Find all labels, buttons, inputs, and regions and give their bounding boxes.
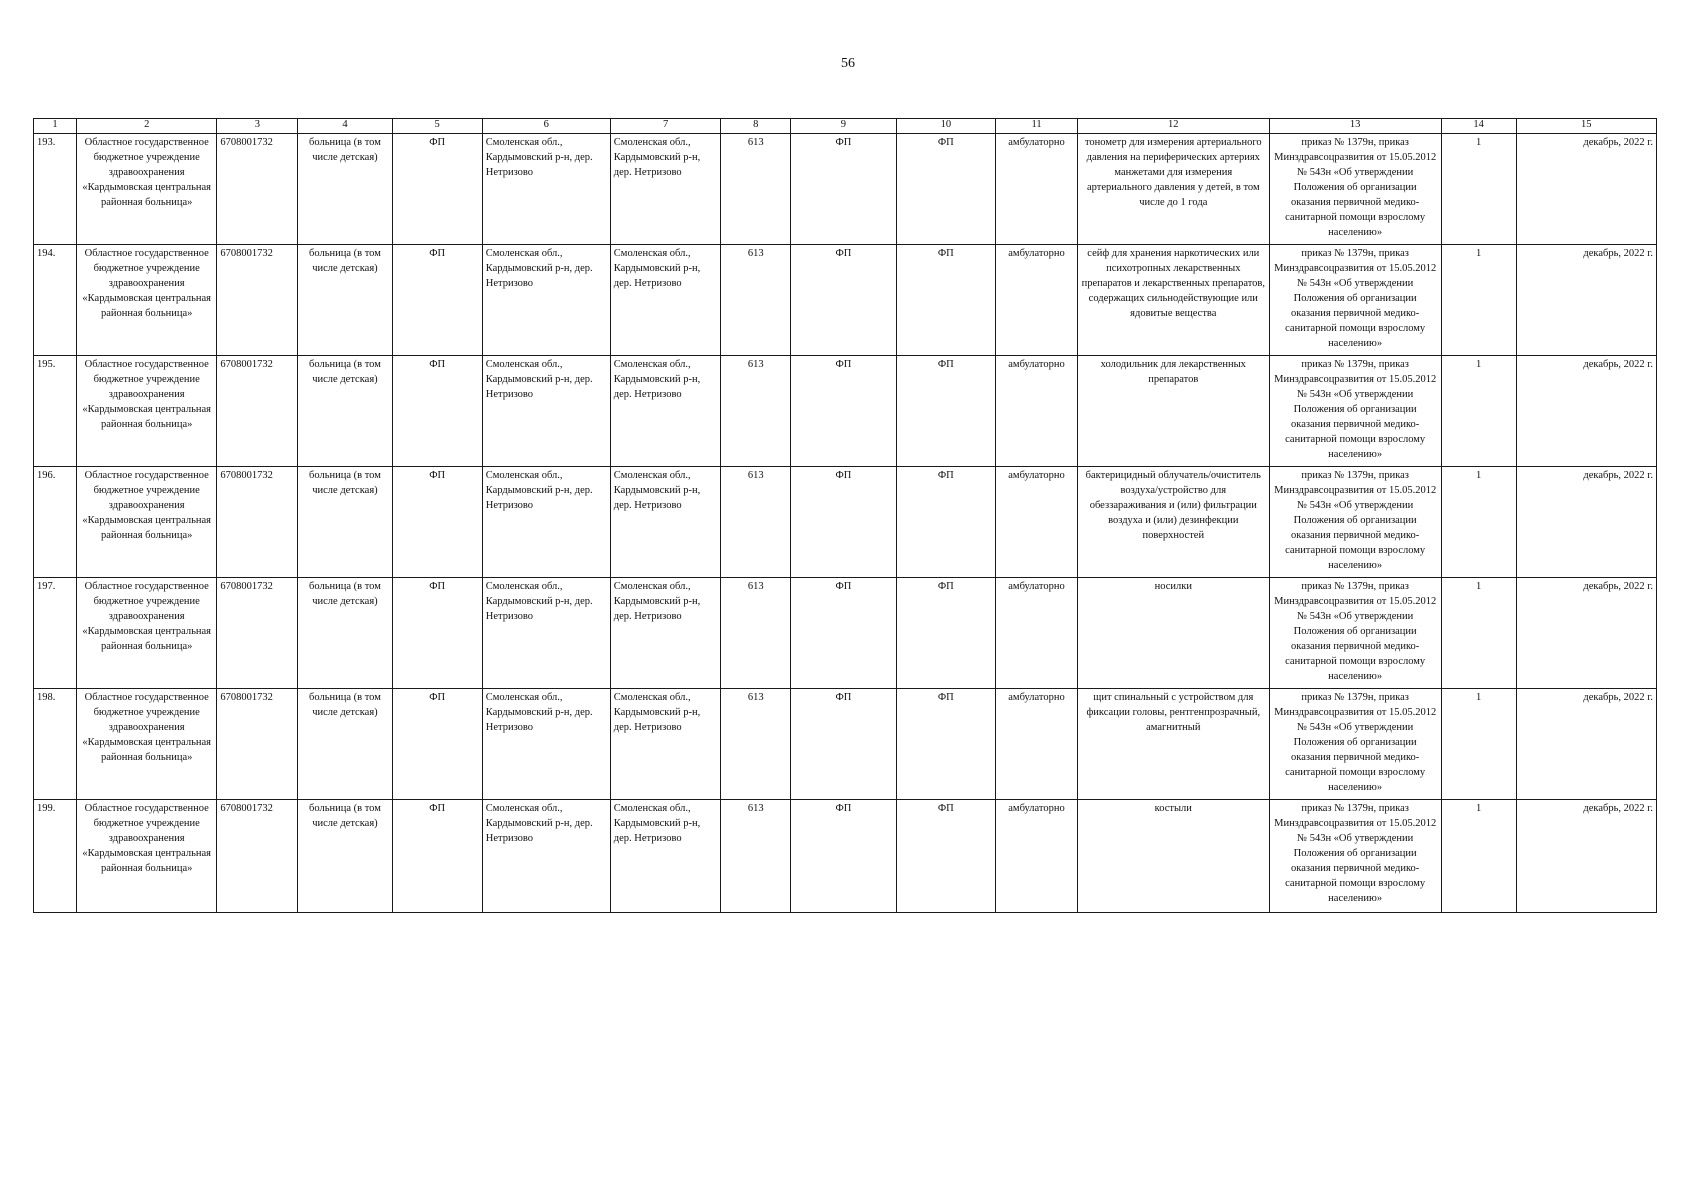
unit-type: ФП bbox=[392, 689, 482, 800]
care-condition: амбулаторно bbox=[996, 245, 1078, 356]
table-row bbox=[34, 134, 1657, 245]
quantity: 1 bbox=[1441, 467, 1516, 578]
organization-name: Областное государственное бюджетное учреждение здравоохранения «Кардымовская центральная районная больница» bbox=[77, 356, 217, 467]
table-row bbox=[34, 800, 1657, 913]
legal-basis: приказ № 1379н, приказ Минздравсоцразвития от 15.05.2012 № 543н «Об утверждении Положения об организации оказания первичной медико-санитарной помощи взрослому населению» bbox=[1269, 467, 1441, 578]
column-header: 6 bbox=[482, 119, 610, 134]
table-row bbox=[34, 467, 1657, 578]
row-number: 199. bbox=[34, 800, 77, 913]
organization-name: Областное государственное бюджетное учреждение здравоохранения «Кардымовская центральная районная больница» bbox=[77, 134, 217, 245]
facility-type: больница (в том числе детская) bbox=[298, 689, 392, 800]
address: Смоленская обл., Кардымовский р-н, дер. Нетризово bbox=[482, 578, 610, 689]
row-number: 195. bbox=[34, 356, 77, 467]
equipment-name: носилки bbox=[1078, 578, 1270, 689]
unit-col9: ФП bbox=[791, 800, 897, 913]
column-header: 10 bbox=[896, 119, 995, 134]
unit-col10: ФП bbox=[896, 356, 995, 467]
column-header: 2 bbox=[77, 119, 217, 134]
equipment-name: сейф для хранения наркотических или психотропных лекарственных препаратов и лекарственных препаратов, содержащих сильнодействующие или ядовитые вещества bbox=[1078, 245, 1270, 356]
unit-col10: ФП bbox=[896, 467, 995, 578]
column-header: 7 bbox=[610, 119, 721, 134]
column-header: 13 bbox=[1269, 119, 1441, 134]
legal-basis: приказ № 1379н, приказ Минздравсоцразвития от 15.05.2012 № 543н «Об утверждении Положения об организации оказания первичной медико-санитарной помощи взрослому населению» bbox=[1269, 245, 1441, 356]
unit-col9: ФП bbox=[791, 467, 897, 578]
delivery-date: декабрь, 2022 г. bbox=[1516, 578, 1656, 689]
delivery-date: декабрь, 2022 г. bbox=[1516, 356, 1656, 467]
page-number: 56 bbox=[841, 56, 855, 71]
row-number: 194. bbox=[34, 245, 77, 356]
column-number-row bbox=[34, 119, 1657, 134]
organization-name: Областное государственное бюджетное учреждение здравоохранения «Кардымовская центральная районная больница» bbox=[77, 578, 217, 689]
unit-col10: ФП bbox=[896, 689, 995, 800]
legal-basis: приказ № 1379н, приказ Минздравсоцразвития от 15.05.2012 № 543н «Об утверждении Положения об организации оказания первичной медико-санитарной помощи взрослому населению» bbox=[1269, 356, 1441, 467]
unit-type: ФП bbox=[392, 356, 482, 467]
column-header: 3 bbox=[217, 119, 298, 134]
legal-basis: приказ № 1379н, приказ Минздравсоцразвития от 15.05.2012 № 543н «Об утверждении Положения об организации оказания первичной медико-санитарной помощи взрослому населению» bbox=[1269, 134, 1441, 245]
address: Смоленская обл., Кардымовский р-н, дер. Нетризово bbox=[482, 356, 610, 467]
column-header: 15 bbox=[1516, 119, 1656, 134]
equipment-table bbox=[33, 118, 1657, 913]
facility-type: больница (в том числе детская) bbox=[298, 800, 392, 913]
unit-col9: ФП bbox=[791, 578, 897, 689]
unit-col9: ФП bbox=[791, 245, 897, 356]
inn: 6708001732 bbox=[217, 467, 298, 578]
unit-col10: ФП bbox=[896, 245, 995, 356]
inn: 6708001732 bbox=[217, 356, 298, 467]
column-header: 4 bbox=[298, 119, 392, 134]
legal-basis: приказ № 1379н, приказ Минздравсоцразвития от 15.05.2012 № 543н «Об утверждении Положения об организации оказания первичной медико-санитарной помощи взрослому населению» bbox=[1269, 800, 1441, 913]
care-condition: амбулаторно bbox=[996, 467, 1078, 578]
unit-col10: ФП bbox=[896, 800, 995, 913]
organization-name: Областное государственное бюджетное учреждение здравоохранения «Кардымовская центральная районная больница» bbox=[77, 245, 217, 356]
address: Смоленская обл., Кардымовский р-н, дер. Нетризово bbox=[482, 800, 610, 913]
table-row bbox=[34, 356, 1657, 467]
facility-type: больница (в том числе детская) bbox=[298, 245, 392, 356]
unit-col9: ФП bbox=[791, 134, 897, 245]
row-number: 193. bbox=[34, 134, 77, 245]
address: Смоленская обл., Кардымовский р-н, дер. Нетризово bbox=[482, 467, 610, 578]
address-actual: Смоленская обл., Кардымовский р-н, дер. Нетризово bbox=[610, 245, 721, 356]
unit-type: ФП bbox=[392, 800, 482, 913]
quantity: 1 bbox=[1441, 134, 1516, 245]
address-actual: Смоленская обл., Кардымовский р-н, дер. Нетризово bbox=[610, 800, 721, 913]
facility-type: больница (в том числе детская) bbox=[298, 467, 392, 578]
row-number: 198. bbox=[34, 689, 77, 800]
code: 613 bbox=[721, 356, 791, 467]
column-header: 9 bbox=[791, 119, 897, 134]
address: Смоленская обл., Кардымовский р-н, дер. Нетризово bbox=[482, 245, 610, 356]
care-condition: амбулаторно bbox=[996, 578, 1078, 689]
equipment-name: бактерицидный облучатель/очиститель воздуха/устройство для обеззараживания и (или) фильтрации воздуха и (или) дезинфекции поверхностей bbox=[1078, 467, 1270, 578]
column-header: 12 bbox=[1078, 119, 1270, 134]
code: 613 bbox=[721, 800, 791, 913]
unit-col10: ФП bbox=[896, 578, 995, 689]
care-condition: амбулаторно bbox=[996, 800, 1078, 913]
code: 613 bbox=[721, 467, 791, 578]
organization-name: Областное государственное бюджетное учреждение здравоохранения «Кардымовская центральная районная больница» bbox=[77, 800, 217, 913]
column-header: 14 bbox=[1441, 119, 1516, 134]
inn: 6708001732 bbox=[217, 578, 298, 689]
facility-type: больница (в том числе детская) bbox=[298, 356, 392, 467]
unit-col9: ФП bbox=[791, 356, 897, 467]
inn: 6708001732 bbox=[217, 689, 298, 800]
column-header: 11 bbox=[996, 119, 1078, 134]
care-condition: амбулаторно bbox=[996, 134, 1078, 245]
care-condition: амбулаторно bbox=[996, 689, 1078, 800]
code: 613 bbox=[721, 245, 791, 356]
organization-name: Областное государственное бюджетное учреждение здравоохранения «Кардымовская центральная районная больница» bbox=[77, 467, 217, 578]
address: Смоленская обл., Кардымовский р-н, дер. Нетризово bbox=[482, 689, 610, 800]
table-row bbox=[34, 578, 1657, 689]
table-row bbox=[34, 689, 1657, 800]
quantity: 1 bbox=[1441, 578, 1516, 689]
unit-type: ФП bbox=[392, 467, 482, 578]
quantity: 1 bbox=[1441, 356, 1516, 467]
unit-type: ФП bbox=[392, 578, 482, 689]
address-actual: Смоленская обл., Кардымовский р-н, дер. Нетризово bbox=[610, 134, 721, 245]
address-actual: Смоленская обл., Кардымовский р-н, дер. Нетризово bbox=[610, 578, 721, 689]
row-number: 196. bbox=[34, 467, 77, 578]
delivery-date: декабрь, 2022 г. bbox=[1516, 134, 1656, 245]
code: 613 bbox=[721, 578, 791, 689]
address-actual: Смоленская обл., Кардымовский р-н, дер. Нетризово bbox=[610, 467, 721, 578]
column-header: 1 bbox=[34, 119, 77, 134]
address: Смоленская обл., Кардымовский р-н, дер. Нетризово bbox=[482, 134, 610, 245]
legal-basis: приказ № 1379н, приказ Минздравсоцразвития от 15.05.2012 № 543н «Об утверждении Положения об организации оказания первичной медико-санитарной помощи взрослому населению» bbox=[1269, 578, 1441, 689]
address-actual: Смоленская обл., Кардымовский р-н, дер. Нетризово bbox=[610, 689, 721, 800]
table-row bbox=[34, 245, 1657, 356]
unit-type: ФП bbox=[392, 134, 482, 245]
unit-type: ФП bbox=[392, 245, 482, 356]
column-header: 5 bbox=[392, 119, 482, 134]
unit-col10: ФП bbox=[896, 134, 995, 245]
equipment-name: тонометр для измерения артериального давления на периферических артериях манжетами для измерения артериального давления у детей, в том числе до 1 года bbox=[1078, 134, 1270, 245]
row-number: 197. bbox=[34, 578, 77, 689]
quantity: 1 bbox=[1441, 689, 1516, 800]
facility-type: больница (в том числе детская) bbox=[298, 578, 392, 689]
quantity: 1 bbox=[1441, 800, 1516, 913]
equipment-name: щит спинальный с устройством для фиксации головы, рентгенпрозрачный, амагнитный bbox=[1078, 689, 1270, 800]
delivery-date: декабрь, 2022 г. bbox=[1516, 467, 1656, 578]
inn: 6708001732 bbox=[217, 245, 298, 356]
legal-basis: приказ № 1379н, приказ Минздравсоцразвития от 15.05.2012 № 543н «Об утверждении Положения об организации оказания первичной медико-санитарной помощи взрослому населению» bbox=[1269, 689, 1441, 800]
column-header: 8 bbox=[721, 119, 791, 134]
equipment-name: костыли bbox=[1078, 800, 1270, 913]
address-actual: Смоленская обл., Кардымовский р-н, дер. Нетризово bbox=[610, 356, 721, 467]
quantity: 1 bbox=[1441, 245, 1516, 356]
code: 613 bbox=[721, 134, 791, 245]
facility-type: больница (в том числе детская) bbox=[298, 134, 392, 245]
equipment-name: холодильник для лекарственных препаратов bbox=[1078, 356, 1270, 467]
delivery-date: декабрь, 2022 г. bbox=[1516, 245, 1656, 356]
unit-col9: ФП bbox=[791, 689, 897, 800]
care-condition: амбулаторно bbox=[996, 356, 1078, 467]
inn: 6708001732 bbox=[217, 134, 298, 245]
inn: 6708001732 bbox=[217, 800, 298, 913]
organization-name: Областное государственное бюджетное учреждение здравоохранения «Кардымовская центральная районная больница» bbox=[77, 689, 217, 800]
delivery-date: декабрь, 2022 г. bbox=[1516, 800, 1656, 913]
code: 613 bbox=[721, 689, 791, 800]
delivery-date: декабрь, 2022 г. bbox=[1516, 689, 1656, 800]
